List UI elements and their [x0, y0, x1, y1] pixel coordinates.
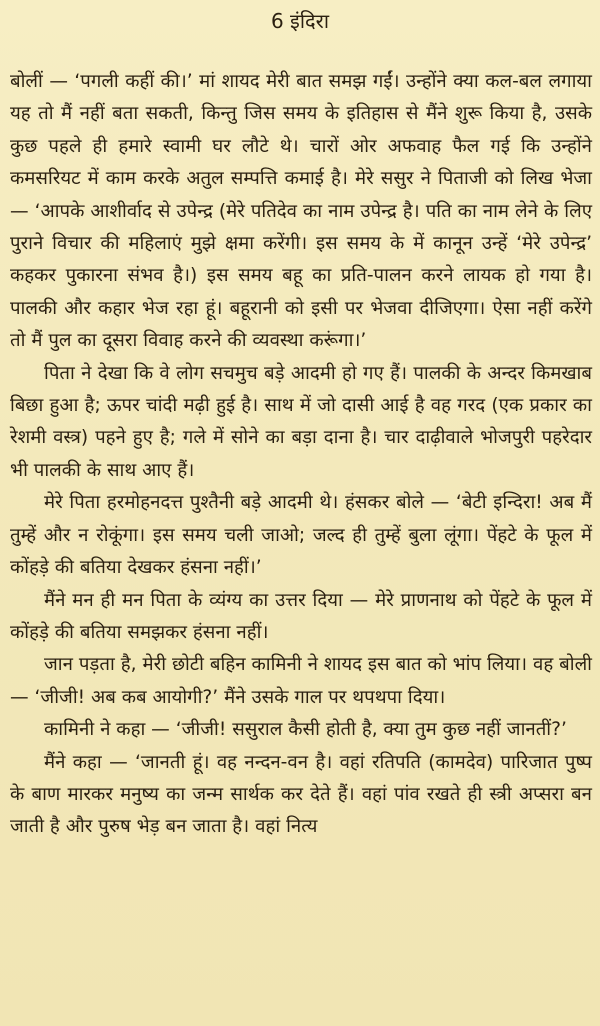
paragraph-6: कामिनी ने कहा — ‘जीजी! ससुराल कैसी होती है, क्या तुम कुछ नहीं जानतीं?’ [44, 719, 567, 741]
paragraph-4: मैंने मन ही मन पिता के व्यंग्य का उत्तर दिया — मेरे प्राणनाथ को पेंहटे के फूल में कोंहड़े की बतिया समझकर हंसना नहीं। [10, 589, 592, 643]
paragraph-3: मेरे पिता हरमोहनदत्त पुश्तैनी बड़े आदमी थे। हंसकर बोले — ‘बेटी इन्दिरा! अब मैं तुम्हें और न रोकूंगा। इस समय चली जाओ; जल्द ही तुम्हें बुला लूंगा। पेंहटे के फूल में कोंहड़े की बतिया देखकर हंसना नहीं।’ [10, 492, 592, 579]
paragraph-7: मैंने कहा — ‘जानती हूं। वह नन्दन-वन है। वहां रतिपति (कामदेव) पारिजात पुष्प के बाण मारकर मनुष्य का जन्म सार्थक कर देते हैं। वहां पांव रखते ही स्त्री अप्सरा बन जाती है और पुरुष भेड़ बन जाता है। वहां नित्य [10, 751, 592, 838]
paragraph-1: बोलीं — ‘पगली कहीं की।’ मां शायद मेरी बात समझ गईं। उन्होंने क्या कल-बल लगाया यह तो मैं नहीं बता सकती, किन्तु जिस समय के इतिहास से मैंने शुरू किया है, उसके कुछ पहले ही हमारे स्वामी घर लौटे थे। चारों ओर अफवाह फैल गई कि उन्होंने कमसरियट में काम करके अतुल सम्पत्ति कमाई है। मेरे ससुर ने पिताजी को लिख भेजा — ‘आपके आशीर्वाद से उपेन्द्र (मेरे पतिदेव का नाम उपेन्द्र है। पति का नाम लेने के लिए पुराने विचार की महिलाएं मुझे क्षमा करेंगी। इस समय के में कानून उन्हें ‘मेरे उपेन्द्र’ कहकर पुकारना संभव है।) इस समय बहू का प्रति-पालन करने लायक हो गया है। पालकी और कहार भेज रहा हूं। बहूरानी को इसी पर भेजवा दीजिएगा। ऐसा नहीं करेंगे तो मैं पुल का दूसरा विवाह करने की व्यवस्था करूंगा।’ [10, 71, 592, 352]
body-text [10, 66, 592, 844]
running-header: 6 इंदिरा [270, 9, 330, 33]
paragraph-2: पिता ने देखा कि वे लोग सचमुच बड़े आदमी हो गए हैं। पालकी के अन्दर किमखाब बिछा हुआ है; ऊपर चांदी मढ़ी हुई है। साथ में जो दासी आई है वह गरद (एक प्रकार का रेशमी वस्त्र) पहने हुए है; गले में सोने का बड़ा दाना है। चार दाढ़ीवाले भोजपुरी पहरेदार भी पालकी के साथ आए हैं। [10, 362, 592, 481]
paragraph-5: जान पड़ता है, मेरी छोटी बहिन कामिनी ने शायद इस बात को भांप लिया। वह बोली — ‘जीजी! अब कब आयोगी?’ मैंने उसके गाल पर थपथपा दिया। [10, 654, 592, 708]
